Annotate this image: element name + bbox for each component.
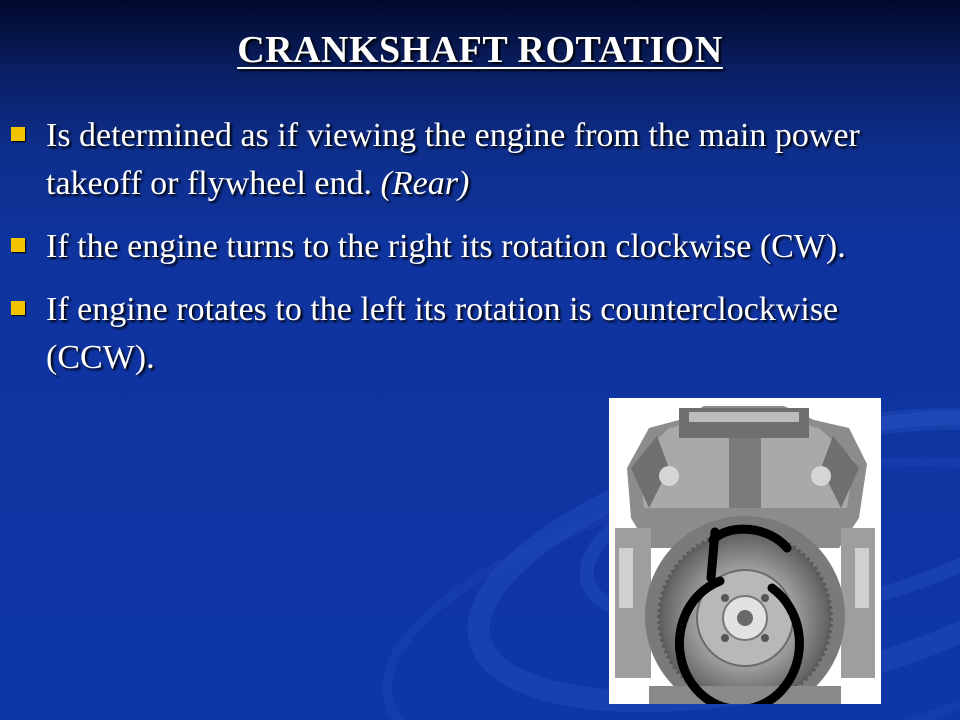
bullet-text: If engine rotates to the left its rotation is counterclockwise (CCW). bbox=[46, 291, 839, 376]
bullet-item bbox=[0, 286, 960, 382]
square-bullet-icon bbox=[11, 301, 25, 315]
engine-flywheel-illustration bbox=[609, 398, 881, 704]
bullet-item bbox=[0, 223, 960, 271]
square-bullet-icon bbox=[11, 127, 25, 141]
bullet-text: Is determined as if viewing the engine from the main power takeoff or flywheel end. (Rear) bbox=[46, 117, 860, 202]
bullet-emphasis: (Rear) bbox=[380, 165, 470, 202]
engine-photo bbox=[609, 398, 881, 704]
bullet-item bbox=[0, 112, 960, 208]
bullet-text: If the engine turns to the right its rotation clockwise (CW). bbox=[46, 228, 846, 265]
slide-title: CRANKSHAFT ROTATION bbox=[237, 29, 723, 71]
square-bullet-icon bbox=[11, 238, 25, 252]
bullet-list bbox=[0, 112, 960, 397]
